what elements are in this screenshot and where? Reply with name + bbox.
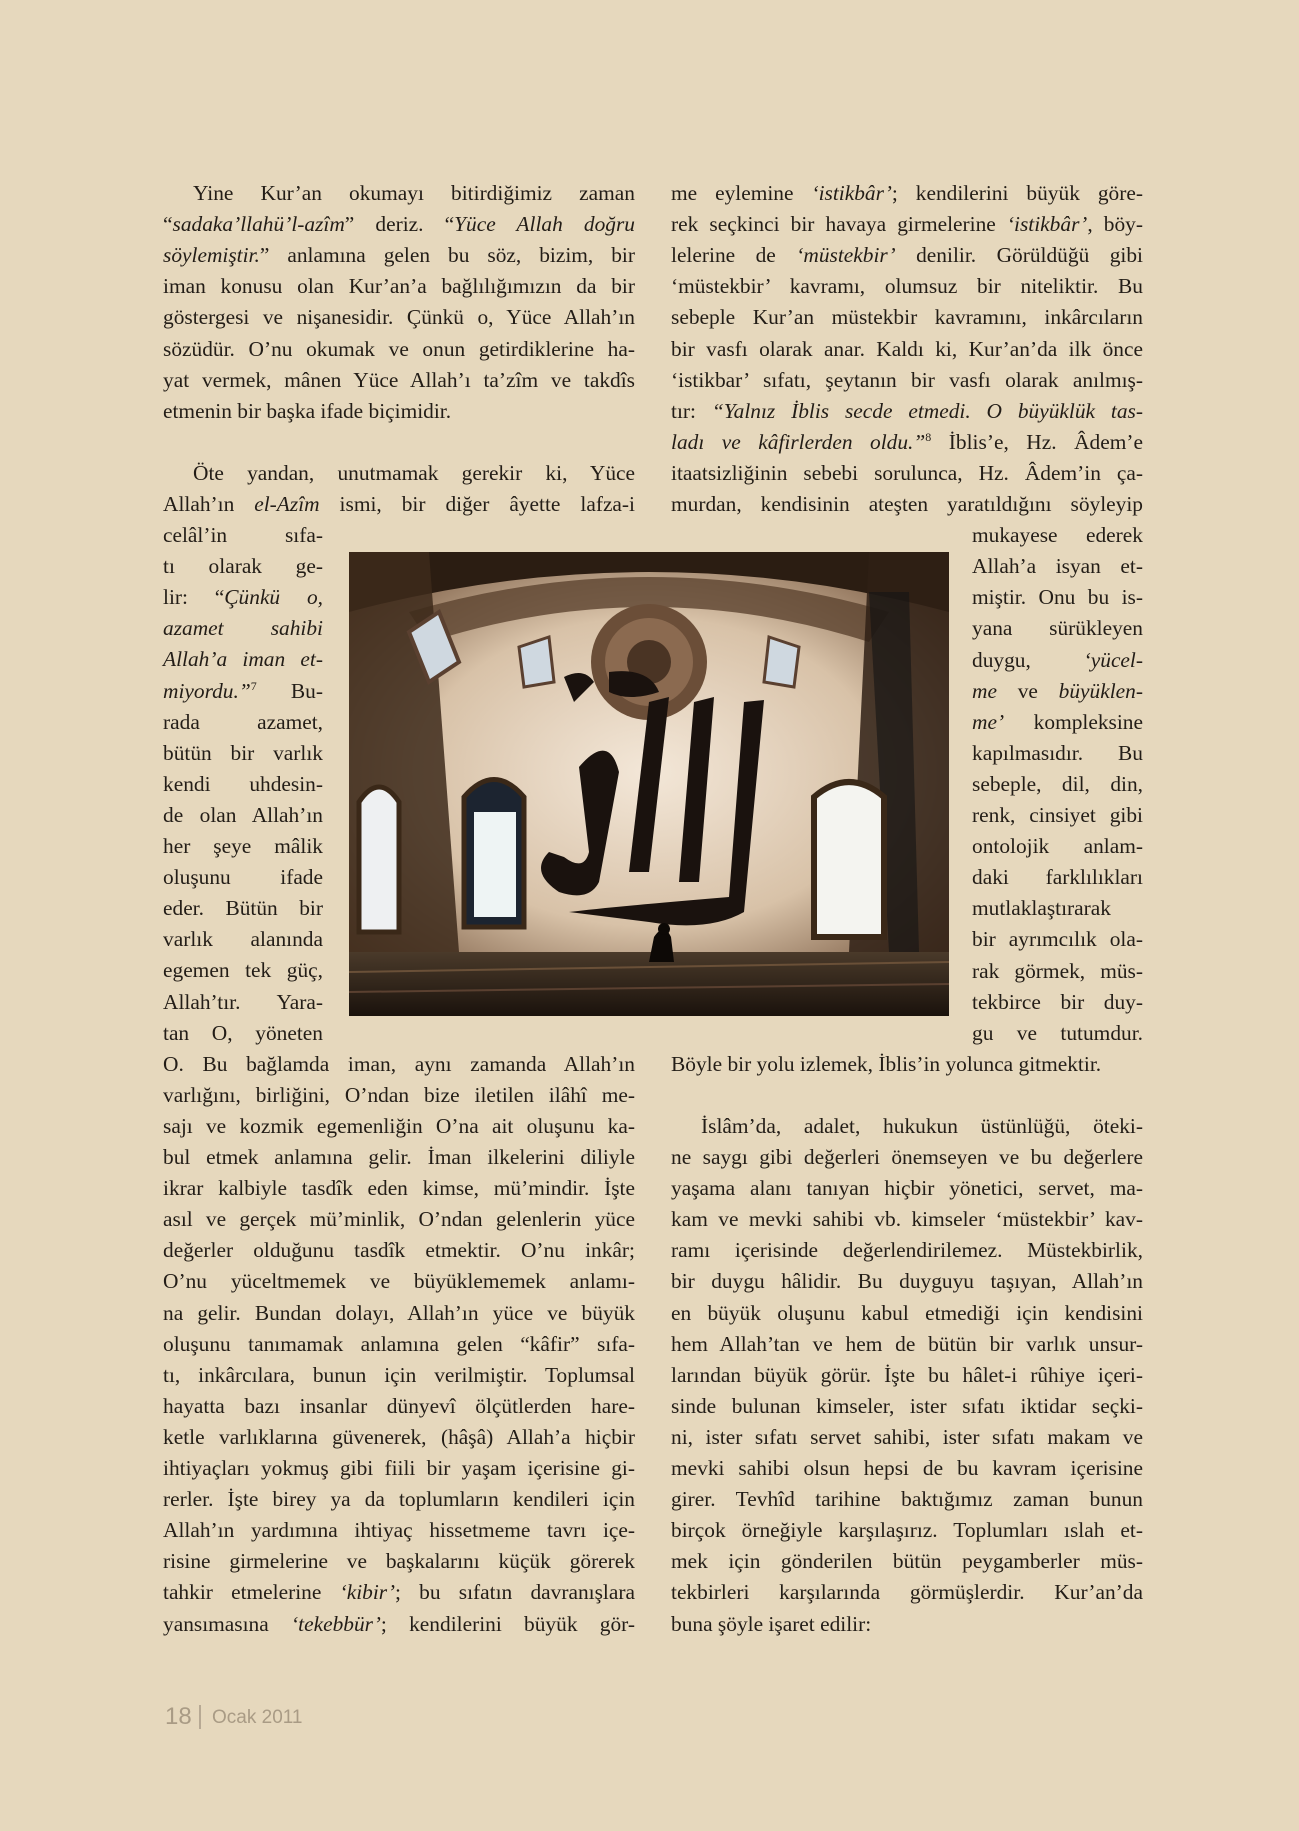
left_column-text-line: Allah’a iman et- xyxy=(163,647,323,672)
right_column-text-line: lelerine de ‘müstekbir’ denilir. Görüldüğü gibi xyxy=(671,243,1144,268)
left_column-text-line: yansımasına ‘tekebbür’; kendilerini büyük gör- xyxy=(163,1611,635,1636)
mosque-interior-image xyxy=(349,552,949,1016)
right_column-text-line: ladı ve kâfirlerden oldu.”$^8$ İblis’e, Hz. Âdem’e xyxy=(671,429,1143,454)
right_column-text-line: girer. Tevhîd tarihine baktığımız zaman bunun xyxy=(671,1487,1143,1512)
left_column-text-line: eder. Bütün bir xyxy=(163,896,323,921)
right_column-text-line: renk, cinsiyet gibi xyxy=(972,803,1143,827)
left_column-text-line: Öte yandan, unutmamak gerekir ki, Yüce xyxy=(193,460,635,485)
left_column-text-line: Allah’ın el-Azîm ismi, bir diğer âyette lafza-i xyxy=(163,491,635,516)
right_column-text-line: İslâm’da, adalet, hukukun üstünlüğü, öteki- xyxy=(701,1113,1143,1138)
left_column-text-line: miyordu.”$^7$ Bu- xyxy=(163,678,323,703)
left_column-text-line: iman konusu olan Kur’an’a bağlılığımızın da bir xyxy=(163,274,635,299)
left_column-text-line: tı olarak ge- xyxy=(163,554,323,579)
right_column-text-line: birçok örneğiyle karşılaşırız. Toplumları ıslah et- xyxy=(671,1518,1143,1543)
issue-date: Ocak 2011 xyxy=(212,1707,303,1728)
left_column-text-line: lir: “Çünkü o, xyxy=(163,585,323,610)
left_column-text-line: Allah’ın yardımına ihtiyaç hissetmeme tavrı içe- xyxy=(163,1518,635,1543)
left_column-text-line: ihtiyaçları yokmuş gibi fiili bir yaşam içerisine gi- xyxy=(163,1456,635,1480)
right_column-text-line: miştir. Onu bu is- xyxy=(972,585,1143,610)
right_column-text-line: kapılmasıdır. Bu xyxy=(972,740,1143,765)
right_column-text-line: murdan, kendisinin ateşten yaratıldığını söyleyip xyxy=(671,492,1143,516)
left_column-text-line: hayatta bazı insanlar dünyevî ölçütlerden hare- xyxy=(163,1393,635,1418)
right_column-text-line: mutlaklaştırarak xyxy=(972,896,1111,921)
right_column-text-line: ne saygı gibi değerleri önemseyen ve bu değerlere xyxy=(671,1145,1143,1169)
right_column-text-line: gu ve tutumdur. xyxy=(972,1020,1143,1045)
right_column-text-line: Allah’a isyan et- xyxy=(972,554,1143,579)
left_column-text-line: etmenin bir başka ifade biçimidir. xyxy=(163,398,452,423)
left_column-text-line: değerler olduğunu tasdîk etmektir. O’nu inkâr; xyxy=(163,1238,635,1263)
right_column-text-line: mevki sahibi olsun hepsi de bu kavram içerisine xyxy=(671,1456,1143,1480)
left_column-text-line: “sadaka’llahü’l-azîm” deriz. “Yüce Allah doğru xyxy=(163,212,635,237)
left_column-text-line: tı, inkârcılara, bunun için verilmiştir. Toplumsal xyxy=(163,1362,635,1387)
right_column-text-line: bir vasfı olarak anar. Kaldı ki, Kur’an’da ilk önce xyxy=(671,336,1143,361)
right_column-text-line: ontolojik anlam- xyxy=(972,834,1143,859)
left_column-text-line: varlık alanında xyxy=(163,927,323,952)
left_column-text-line: varlığını, birliğini, O’ndan bize iletilen ilâhî me- xyxy=(163,1082,635,1107)
page-number: 18 xyxy=(165,1703,192,1730)
right_column-text-line: ramı içerisinde değerlendirilemez. Müstekbirlik, xyxy=(671,1238,1143,1263)
right_column-text-line: ni, ister sıfatı servet sahibi, ister sıfatı makam ve xyxy=(671,1424,1143,1449)
left_column-text-line: risine girmelerine ve başkalarını küçük görerek xyxy=(163,1549,635,1574)
right_column-text-line: sebeple Kur’an müstekbir kavramını, inkârcıların xyxy=(671,305,1143,330)
right_column-text-line: tekbirce bir duy- xyxy=(972,989,1143,1014)
left_column-text-line: bütün bir varlık xyxy=(163,740,323,765)
right_column-text-line: bir duygu hâlidir. Bu duyguyu taşıyan, Allah’ın xyxy=(671,1269,1143,1294)
left_column-text-line: celâl’in sıfa- xyxy=(163,523,323,547)
left_column-text-line: Yine Kur’an okumayı bitirdiğimiz zaman xyxy=(193,181,635,205)
left_column-text-line: her şeye mâlik xyxy=(163,834,323,858)
left_column-text-line: egemen tek güç, xyxy=(163,958,323,983)
left_column-text-line: bul etmek anlamına gelir. İman ilkelerini diliyle xyxy=(163,1145,635,1169)
right_column-text-line: rak görmek, müs- xyxy=(972,958,1143,983)
left_column-text-line: göstergesi ve nişanesidir. Çünkü o, Yüce Allah’ın xyxy=(163,305,635,330)
right_column-text-line: buna şöyle işaret edilir: xyxy=(671,1611,872,1636)
left_column-text-line: na gelir. Bundan dolayı, Allah’ın yüce ve büyük xyxy=(163,1300,635,1325)
left_column-text-line: oluşunu tanımamak anlamına gelen “kâfir” sıfa- xyxy=(163,1331,635,1356)
right_column-text-line: hem Allah’tan ve hem de bütün bir varlık unsur- xyxy=(671,1331,1143,1356)
left_column-text-line: O. Bu bağlamda iman, aynı zamanda Allah’ın xyxy=(163,1051,635,1076)
left_column-text-line: sajı ve kozmik egemenliğin O’na ait oluşunu ka- xyxy=(163,1113,635,1138)
right_column-text-line: sebeple, dil, din, xyxy=(972,771,1143,796)
left_column-text-line: ikrar kalbiyle tasdîk eden kimse, mü’mindir. İşte xyxy=(163,1176,635,1201)
mosque-calligraphy-photo xyxy=(349,552,949,1016)
right_column-text-line: ‘istikbar’ sıfatı, şeytanın bir vasfı olarak anılmış- xyxy=(671,367,1143,392)
right_column-text-line: me eylemine ‘istikbâr’; kendilerini büyük göre- xyxy=(671,181,1143,205)
left_column-text-line: asıl ve gerçek mü’minlik, O’ndan gelenlerin yüce xyxy=(163,1207,635,1232)
left_column-text-line: yat vermek, mânen Yüce Allah’ı ta’zîm ve takdîs xyxy=(163,367,635,392)
left_column-text-line: oluşunu ifade xyxy=(163,865,323,890)
left_column-text-line: tahkir etmelerine ‘kibir’; bu sıfatın davranışlara xyxy=(163,1580,635,1605)
left_column-text-line: tan O, yöneten xyxy=(163,1020,323,1045)
left_column-text-line: söylemiştir.” anlamına gelen bu söz, bizim, bir xyxy=(163,243,635,268)
left_column-text-line: rada azamet, xyxy=(163,709,323,734)
right_column-text-line: rek seçkinci bir havaya girmelerine ‘istikbâr’, böy- xyxy=(671,212,1143,237)
left_column-text-line: rerler. İşte birey ya da toplumların kendileri için xyxy=(163,1487,635,1512)
left_column-text-line: kendi uhdesin- xyxy=(163,771,323,796)
right_column-text-line: yaşama alanı tanıyan hiçbir yönetici, servet, ma- xyxy=(671,1176,1143,1201)
right_column-text-line: ‘müstekbir’ kavramı, olumsuz bir niteliktir. Bu xyxy=(671,274,1143,299)
right_column-text-line: itaatsizliğinin sebebi sorulunca, Hz. Âdem’in ça- xyxy=(671,460,1143,485)
left_column-text-line: de olan Allah’ın xyxy=(163,802,323,827)
left_column-text-line: Allah’tır. Yara- xyxy=(163,989,323,1014)
right_column-text-line: duygu, ‘yücel- xyxy=(972,647,1143,672)
left_column-text-line: O’nu yüceltmemek ve büyüklememek anlamı- xyxy=(163,1269,635,1294)
right_column-text-line: larından büyük görür. İşte bu hâlet-i rûhiye içeri- xyxy=(671,1362,1143,1387)
footer-divider xyxy=(199,1705,201,1729)
right_column-text-line: Böyle bir yolu izlemek, İblis’in yolunca gitmektir. xyxy=(671,1051,1102,1076)
right_column-text-line: bir ayrımcılık ola- xyxy=(972,927,1143,952)
right_column-text-line: mek için gönderilen bütün peygamberler müs- xyxy=(671,1549,1143,1574)
right_column-text-line: daki farklılıkları xyxy=(972,865,1143,890)
left_column-text-line: ketle varlıklarına güvenerek, (hâşâ) Allah’a hiçbir xyxy=(163,1424,635,1449)
right_column-text-line: kam ve mevki sahibi vb. kimseler ‘müstekbir’ kav- xyxy=(671,1207,1143,1232)
right_column-text-line: mukayese ederek xyxy=(972,523,1143,548)
right_column-text-line: sinde bulunan kimseler, ister sıfatı iktidar seçki- xyxy=(671,1393,1143,1418)
left_column-text-line: sözüdür. O’nu okumak ve onun getirdiklerine ha- xyxy=(163,336,635,361)
left_column-text-line: azamet sahibi xyxy=(163,616,323,641)
right_column-text-line: me ve büyüklen- xyxy=(972,678,1143,703)
right_column-text-line: me’ kompleksine xyxy=(972,709,1143,734)
right_column-text-line: yana sürükleyen xyxy=(972,616,1143,641)
right_column-text-line: tır: “Yalnız İblis secde etmedi. O büyüklük tas- xyxy=(671,398,1143,423)
right_column-text-line: en büyük oluşunu kabul etmediği için kendisini xyxy=(671,1300,1143,1325)
right_column-text-line: tekbirleri karşılarında görmüşlerdir. Kur’an’da xyxy=(671,1580,1143,1605)
